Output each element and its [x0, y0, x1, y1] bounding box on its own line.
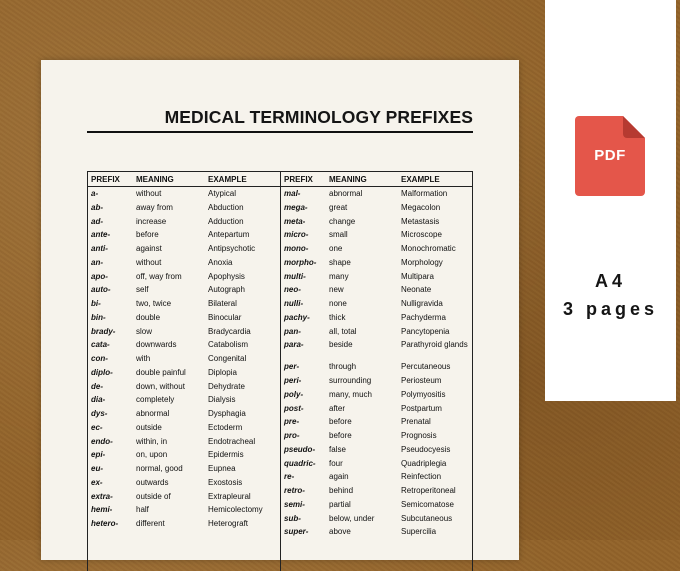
- row-prefix: mega-: [284, 202, 308, 212]
- row-example: Catabolism: [208, 340, 249, 350]
- table-row: [281, 457, 473, 471]
- table-row: [281, 187, 473, 201]
- row-meaning: with: [136, 354, 151, 363]
- row-meaning: surrounding: [329, 376, 372, 385]
- row-prefix: pachy-: [284, 312, 310, 322]
- row-example: Prognosis: [401, 431, 437, 440]
- row-prefix: diplo-: [91, 367, 113, 377]
- table-row: [281, 402, 473, 416]
- row-prefix: post-: [284, 403, 304, 413]
- table-column-right: [280, 172, 473, 571]
- row-prefix: super-: [284, 527, 309, 537]
- header-prefix: PREFIX: [91, 175, 120, 184]
- row-meaning: off, way from: [136, 271, 182, 281]
- row-prefix: brady-: [91, 326, 116, 336]
- row-example: Nulligravida: [401, 299, 443, 308]
- row-meaning: two, twice: [136, 299, 172, 308]
- row-meaning: shape: [329, 257, 351, 267]
- row-prefix: eu-: [91, 464, 103, 473]
- row-meaning: increase: [136, 216, 167, 226]
- row-meaning: again: [329, 472, 349, 482]
- table-row: [88, 256, 280, 270]
- row-prefix: peri-: [284, 376, 302, 385]
- row-meaning: none: [329, 299, 347, 308]
- row-meaning: double: [136, 312, 161, 322]
- row-example: Anoxia: [208, 257, 233, 267]
- row-meaning: many: [329, 271, 349, 281]
- row-example: Reinfection: [401, 472, 442, 482]
- table-row: [281, 311, 473, 325]
- row-meaning: below, under: [329, 513, 375, 523]
- table-row: [281, 484, 473, 498]
- row-prefix: auto-: [91, 285, 111, 295]
- table-row: [281, 297, 473, 311]
- row-meaning: without: [136, 257, 162, 267]
- row-example: Eupnea: [208, 464, 236, 473]
- row-prefix: epi-: [91, 450, 106, 460]
- document-page: [41, 60, 519, 560]
- table-row: [88, 448, 280, 462]
- row-meaning: behind: [329, 486, 354, 495]
- row-example: Semicomatose: [401, 499, 454, 509]
- row-meaning: away from: [136, 202, 173, 212]
- row-example: Heterograft: [208, 519, 249, 528]
- row-prefix: semi-: [284, 499, 305, 509]
- table-row: [281, 415, 473, 429]
- table-row: [281, 498, 473, 512]
- row-example: Binocular: [208, 312, 242, 322]
- row-example: Ectoderm: [208, 422, 243, 432]
- row-prefix: hetero-: [91, 519, 119, 528]
- paper-size-label: A4: [594, 271, 626, 291]
- table-row: [281, 228, 473, 242]
- row-prefix: ad-: [91, 216, 103, 226]
- row-meaning: half: [136, 505, 149, 515]
- table-row: [88, 393, 280, 407]
- row-meaning: beside: [329, 340, 353, 350]
- row-meaning: outside of: [136, 491, 171, 501]
- page-count-label: 3 pages: [562, 299, 659, 319]
- row-meaning: thick: [329, 312, 346, 322]
- row-prefix: quadric-: [284, 458, 316, 468]
- table-row: [88, 476, 280, 490]
- row-meaning: normal, good: [136, 464, 183, 473]
- table-row: [88, 407, 280, 421]
- row-prefix: mono-: [284, 244, 309, 253]
- row-example: Multipara: [401, 271, 434, 281]
- table-row: [281, 201, 473, 215]
- table-row: [88, 380, 280, 394]
- row-example: Neonate: [401, 285, 432, 295]
- table-row: [281, 388, 473, 402]
- row-example: Diplopia: [208, 367, 237, 377]
- table-row: [88, 366, 280, 380]
- row-example: Dehydrate: [208, 381, 245, 391]
- row-example: Apophysis: [208, 271, 245, 281]
- row-prefix: bi-: [91, 299, 101, 308]
- table-row: [88, 311, 280, 325]
- header-meaning: MEANING: [329, 175, 367, 184]
- table-row: [281, 360, 473, 374]
- row-prefix: morpho-: [284, 257, 317, 267]
- row-example: Percutaneous: [401, 362, 451, 372]
- row-example: Adduction: [208, 216, 244, 226]
- row-prefix: a-: [91, 189, 99, 198]
- row-prefix: ex-: [91, 477, 103, 487]
- row-prefix: nulli-: [284, 299, 304, 308]
- table-row: [88, 517, 280, 531]
- table-column-left: [88, 172, 280, 571]
- row-meaning: through: [329, 362, 357, 372]
- row-meaning: abnormal: [136, 409, 170, 418]
- row-meaning: new: [329, 285, 344, 295]
- title-divider: [87, 131, 473, 133]
- row-meaning: slow: [136, 326, 153, 336]
- header-prefix: PREFIX: [284, 175, 313, 184]
- row-example: Autograph: [208, 285, 245, 295]
- row-prefix: retro-: [284, 486, 305, 495]
- row-prefix: mal-: [284, 189, 301, 198]
- row-prefix: cata-: [91, 340, 110, 350]
- table-row: [281, 470, 473, 484]
- table-row: [88, 270, 280, 284]
- row-prefix: neo-: [284, 285, 301, 295]
- row-prefix: bin-: [91, 312, 106, 322]
- table-row: [88, 215, 280, 229]
- table-header: [281, 172, 473, 187]
- table-row: [281, 215, 473, 229]
- header-example: EXAMPLE: [401, 175, 440, 184]
- row-example: Pseudocyesis: [401, 444, 451, 454]
- row-prefix: anti-: [91, 244, 108, 253]
- row-prefix: hemi-: [91, 505, 113, 515]
- row-meaning: great: [329, 202, 348, 212]
- row-example: Bradycardia: [208, 326, 251, 336]
- table-row: [88, 503, 280, 517]
- row-prefix: an-: [91, 257, 103, 267]
- info-panel: [545, 0, 676, 401]
- row-example: Hemicolectomy: [208, 505, 263, 515]
- row-meaning: outside: [136, 422, 162, 432]
- row-meaning: before: [329, 417, 352, 427]
- prefix-table: [87, 171, 473, 571]
- row-prefix: extra-: [91, 491, 113, 501]
- row-prefix: meta-: [284, 216, 306, 226]
- row-meaning: all, total: [329, 326, 357, 336]
- row-prefix: para-: [284, 340, 304, 350]
- row-example: Megacolon: [401, 202, 441, 212]
- row-meaning: downwards: [136, 340, 177, 350]
- row-prefix: pan-: [284, 326, 301, 336]
- table-row: [281, 429, 473, 443]
- row-prefix: dys-: [91, 409, 108, 418]
- table-row: [88, 228, 280, 242]
- row-prefix: pre-: [284, 417, 300, 427]
- row-prefix: con-: [91, 354, 108, 363]
- header-example: EXAMPLE: [208, 175, 247, 184]
- table-row: [281, 443, 473, 457]
- row-prefix: pseudo-: [284, 444, 316, 454]
- table-row: [88, 297, 280, 311]
- row-prefix: poly-: [284, 389, 304, 399]
- row-example: Abduction: [208, 202, 244, 212]
- header-meaning: MEANING: [136, 175, 174, 184]
- row-example: Metastasis: [401, 216, 440, 226]
- document-title: MEDICAL TERMINOLOGY PREFIXES: [164, 107, 473, 127]
- table-row: [281, 325, 473, 339]
- row-example: Congenital: [208, 354, 247, 363]
- row-prefix: micro-: [284, 230, 309, 240]
- row-prefix: endo-: [91, 436, 113, 446]
- row-meaning: down, without: [136, 381, 185, 391]
- row-prefix: re-: [284, 472, 295, 482]
- row-meaning: partial: [329, 499, 351, 509]
- row-meaning: false: [329, 444, 346, 454]
- table-row: [88, 352, 280, 366]
- table-row: [281, 270, 473, 284]
- table-row: [88, 283, 280, 297]
- table-header: [88, 172, 280, 187]
- table-row: [281, 242, 473, 256]
- table-row: [281, 525, 473, 539]
- table-row: [88, 462, 280, 476]
- row-example: Antipsychotic: [208, 244, 256, 253]
- row-meaning: many, much: [329, 389, 372, 399]
- row-meaning: abnormal: [329, 189, 363, 198]
- row-meaning: against: [136, 244, 162, 253]
- row-prefix: de-: [91, 381, 103, 391]
- table-row: [88, 187, 280, 201]
- table-row: [281, 256, 473, 270]
- row-example: Dysphagia: [208, 409, 246, 418]
- row-example: Polymyositis: [401, 389, 446, 399]
- row-example: Monochromatic: [401, 244, 456, 253]
- row-example: Antepartum: [208, 230, 250, 240]
- row-meaning: within, in: [136, 436, 168, 446]
- row-example: Supercilia: [401, 527, 437, 537]
- row-prefix: multi-: [284, 271, 306, 281]
- row-example: Endotracheal: [208, 436, 256, 446]
- row-meaning: four: [329, 458, 343, 468]
- row-example: Subcutaneous: [401, 513, 453, 523]
- row-prefix: ec-: [91, 422, 103, 432]
- row-meaning: before: [136, 230, 159, 240]
- row-prefix: pro-: [284, 431, 300, 440]
- row-prefix: per-: [284, 362, 300, 372]
- row-meaning: outwards: [136, 477, 169, 487]
- row-example: Exostosis: [208, 477, 243, 487]
- row-example: Prenatal: [401, 417, 431, 427]
- row-example: Extrapleural: [208, 491, 251, 501]
- row-example: Dialysis: [208, 395, 236, 405]
- row-example: Microscope: [401, 230, 442, 240]
- row-example: Malformation: [401, 189, 448, 198]
- row-meaning: change: [329, 216, 356, 226]
- row-meaning: completely: [136, 395, 175, 405]
- row-meaning: different: [136, 519, 165, 528]
- table-row: [88, 325, 280, 339]
- table-row: [281, 512, 473, 526]
- row-example: Morphology: [401, 257, 443, 267]
- row-prefix: ante-: [91, 230, 111, 240]
- row-example: Retroperitoneal: [401, 486, 456, 495]
- row-example: Postpartum: [401, 403, 442, 413]
- row-meaning: above: [329, 527, 351, 537]
- row-example: Pachyderma: [401, 312, 446, 322]
- row-example: Bilateral: [208, 299, 237, 308]
- row-example: Pancytopenia: [401, 326, 450, 336]
- table-row: [281, 283, 473, 297]
- row-example: Atypical: [208, 189, 237, 198]
- row-example: Parathyroid glands: [401, 340, 468, 350]
- row-example: Periosteum: [401, 376, 442, 385]
- row-meaning: without: [136, 189, 162, 198]
- row-prefix: sub-: [284, 513, 301, 523]
- pdf-label: PDF: [594, 147, 626, 164]
- row-example: Quadriplegia: [401, 458, 447, 468]
- row-meaning: small: [329, 230, 348, 240]
- table-row: [281, 338, 473, 360]
- table-row: [88, 435, 280, 449]
- row-prefix: ab-: [91, 202, 103, 212]
- row-prefix: apo-: [91, 271, 108, 281]
- row-meaning: before: [329, 431, 352, 440]
- row-meaning: on, upon: [136, 450, 168, 460]
- table-row: [88, 490, 280, 504]
- row-example: Epidermis: [208, 450, 244, 460]
- row-meaning: after: [329, 403, 346, 413]
- table-row: [88, 242, 280, 256]
- row-prefix: dia-: [91, 395, 106, 405]
- table-row: [88, 338, 280, 352]
- row-meaning: double painful: [136, 367, 186, 377]
- row-meaning: self: [136, 285, 149, 295]
- table-row: [88, 201, 280, 215]
- table-row: [88, 421, 280, 435]
- table-row: [281, 374, 473, 388]
- row-meaning: one: [329, 244, 343, 253]
